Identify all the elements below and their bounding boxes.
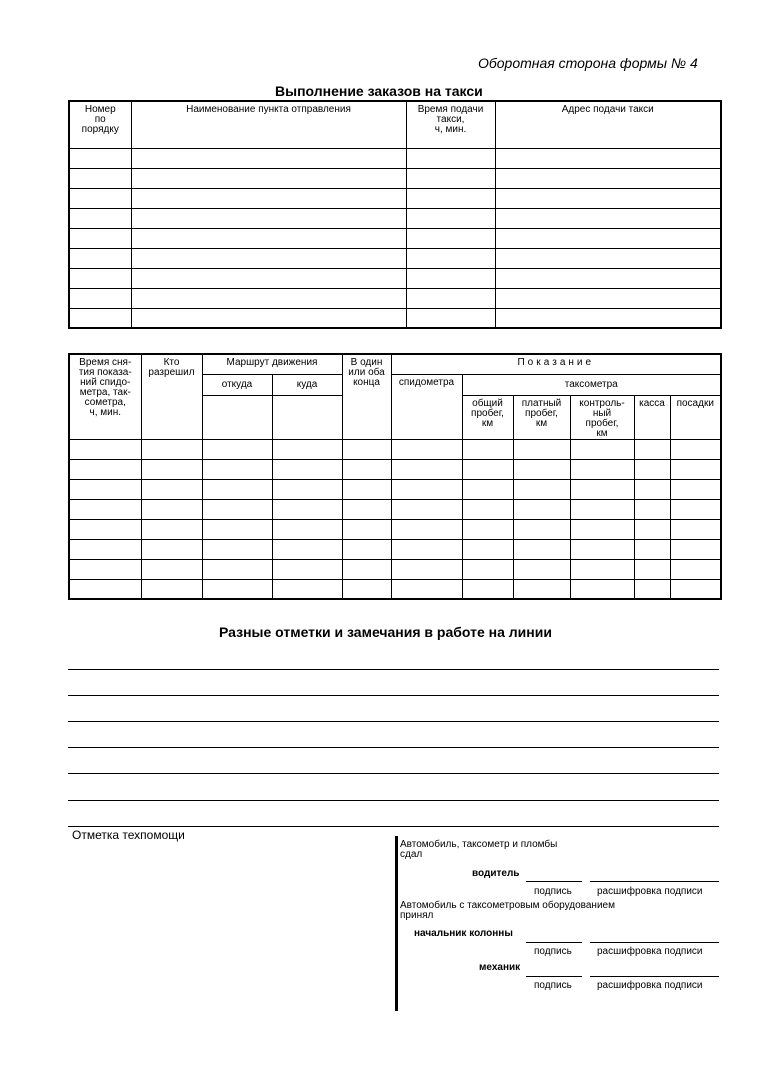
header-one-or-both: В один или оба конца <box>342 354 391 439</box>
blank-cell[interactable] <box>131 188 406 208</box>
blank-cell[interactable] <box>391 499 462 519</box>
blank-cell[interactable] <box>634 539 670 559</box>
divider-bar <box>395 836 398 1011</box>
blank-cell[interactable] <box>634 499 670 519</box>
chief-decode-line[interactable] <box>590 942 719 943</box>
table-row <box>69 559 721 579</box>
blank-cell[interactable] <box>272 459 342 479</box>
blank-cell[interactable] <box>670 559 721 579</box>
blank-cell[interactable] <box>69 248 131 268</box>
blank-cell[interactable] <box>570 579 634 599</box>
header-to: куда <box>272 374 342 395</box>
blank-cell[interactable] <box>634 479 670 499</box>
cell-to-blank <box>272 395 342 439</box>
header-departure-point: Наименование пункта отправления <box>131 101 406 148</box>
blank-cell[interactable] <box>495 208 721 228</box>
header-boardings: посадки <box>670 395 721 439</box>
blank-cell[interactable] <box>342 459 391 479</box>
blank-cell[interactable] <box>141 539 202 559</box>
blank-cell[interactable] <box>670 499 721 519</box>
blank-cell[interactable] <box>69 539 141 559</box>
blank-cell[interactable] <box>141 479 202 499</box>
blank-cell[interactable] <box>131 208 406 228</box>
signature-caption: подпись <box>534 946 572 957</box>
blank-cell[interactable] <box>570 439 634 459</box>
blank-cell[interactable] <box>570 479 634 499</box>
blank-cell[interactable] <box>634 579 670 599</box>
meter-readings-table <box>68 353 722 600</box>
blank-cell[interactable] <box>513 459 570 479</box>
blank-cell[interactable] <box>513 539 570 559</box>
blank-cell[interactable] <box>141 459 202 479</box>
blank-cell[interactable] <box>462 539 513 559</box>
remarks-line[interactable] <box>68 773 719 774</box>
blank-cell[interactable] <box>141 519 202 539</box>
remarks-line[interactable] <box>68 695 719 696</box>
blank-cell[interactable] <box>462 579 513 599</box>
blank-cell[interactable] <box>272 539 342 559</box>
blank-cell[interactable] <box>272 579 342 599</box>
table-row <box>69 268 721 288</box>
table-row <box>69 459 721 479</box>
blank-cell[interactable] <box>131 248 406 268</box>
driver-signature-line[interactable] <box>526 881 582 882</box>
blank-cell[interactable] <box>69 168 131 188</box>
received-label: Автомобиль с таксометровым оборудованием принял <box>400 900 615 921</box>
blank-cell[interactable] <box>69 228 131 248</box>
blank-cell[interactable] <box>462 479 513 499</box>
blank-cell[interactable] <box>202 519 272 539</box>
table-row <box>69 168 721 188</box>
blank-cell[interactable] <box>462 559 513 579</box>
remarks-title: Разные отметки и замечания в работе на линии <box>219 624 552 640</box>
blank-cell[interactable] <box>462 519 513 539</box>
blank-cell[interactable] <box>570 559 634 579</box>
blank-cell[interactable] <box>495 188 721 208</box>
header-cash: касса <box>634 395 670 439</box>
table-row <box>69 479 721 499</box>
remarks-line[interactable] <box>68 826 719 827</box>
handed-over-label: Автомобиль, таксометр и пломбы сдал <box>400 839 558 860</box>
blank-cell[interactable] <box>495 168 721 188</box>
table-row <box>69 579 721 599</box>
blank-cell[interactable] <box>131 148 406 168</box>
section1-title: Выполнение заказов на такси <box>275 83 483 99</box>
table-row <box>69 499 721 519</box>
blank-cell[interactable] <box>202 499 272 519</box>
blank-cell[interactable] <box>406 268 495 288</box>
blank-cell[interactable] <box>69 188 131 208</box>
driver-label: водитель <box>472 868 520 879</box>
blank-cell[interactable] <box>202 479 272 499</box>
table-row <box>69 308 721 328</box>
blank-cell[interactable] <box>69 439 141 459</box>
blank-cell[interactable] <box>342 479 391 499</box>
header-paid-mileage: платный пробег, км <box>513 395 570 439</box>
blank-cell[interactable] <box>406 168 495 188</box>
blank-cell[interactable] <box>495 288 721 308</box>
blank-cell[interactable] <box>670 579 721 599</box>
blank-cell[interactable] <box>495 228 721 248</box>
mechanic-signature-line[interactable] <box>526 976 582 977</box>
mechanic-decode-line[interactable] <box>590 976 719 977</box>
blank-cell[interactable] <box>342 519 391 539</box>
blank-cell[interactable] <box>141 439 202 459</box>
blank-cell[interactable] <box>634 519 670 539</box>
blank-cell[interactable] <box>131 228 406 248</box>
blank-cell[interactable] <box>406 288 495 308</box>
blank-cell[interactable] <box>670 519 721 539</box>
blank-cell[interactable] <box>342 499 391 519</box>
table-row <box>69 439 721 459</box>
table-row <box>69 188 721 208</box>
chief-signature-line[interactable] <box>526 942 582 943</box>
signature-decode-caption: расшифровка подписи <box>597 980 703 991</box>
driver-decode-line[interactable] <box>590 881 719 882</box>
header-control-mileage: контроль- ный пробег, км <box>570 395 634 439</box>
blank-cell[interactable] <box>570 519 634 539</box>
blank-cell[interactable] <box>495 268 721 288</box>
blank-cell[interactable] <box>513 559 570 579</box>
table-row <box>69 539 721 559</box>
blank-cell[interactable] <box>670 479 721 499</box>
blank-cell[interactable] <box>513 579 570 599</box>
blank-cell[interactable] <box>342 439 391 459</box>
blank-cell[interactable] <box>202 579 272 599</box>
blank-cell[interactable] <box>634 439 670 459</box>
remarks-line[interactable] <box>68 747 719 748</box>
blank-cell[interactable] <box>406 228 495 248</box>
blank-cell[interactable] <box>391 439 462 459</box>
blank-cell[interactable] <box>131 268 406 288</box>
blank-cell[interactable] <box>131 288 406 308</box>
blank-cell[interactable] <box>513 479 570 499</box>
blank-cell[interactable] <box>495 248 721 268</box>
blank-cell[interactable] <box>634 459 670 479</box>
blank-cell[interactable] <box>495 148 721 168</box>
blank-cell[interactable] <box>272 499 342 519</box>
blank-cell[interactable] <box>272 559 342 579</box>
cell-from-blank <box>202 395 272 439</box>
header-speedometer: спидометра <box>391 374 462 439</box>
blank-cell[interactable] <box>513 519 570 539</box>
form-header: Оборотная сторона формы № 4 <box>478 55 698 71</box>
blank-cell[interactable] <box>513 499 570 519</box>
blank-cell[interactable] <box>670 439 721 459</box>
header-number: Номер по порядку <box>69 101 131 148</box>
blank-cell[interactable] <box>391 559 462 579</box>
blank-cell[interactable] <box>69 148 131 168</box>
taxi-orders-table <box>68 100 722 329</box>
column-chief-label: начальник колонны <box>414 928 513 939</box>
signature-decode-caption: расшифровка подписи <box>597 886 703 897</box>
blank-cell[interactable] <box>69 308 131 328</box>
blank-cell[interactable] <box>141 499 202 519</box>
blank-cell[interactable] <box>69 288 131 308</box>
header-time-reading: Время сня- тия показа- ний спидо- метра, так- сометра, ч, мин. <box>69 354 141 439</box>
blank-cell[interactable] <box>670 539 721 559</box>
blank-cell[interactable] <box>570 539 634 559</box>
blank-cell[interactable] <box>69 459 141 479</box>
blank-cell[interactable] <box>342 579 391 599</box>
blank-cell[interactable] <box>462 499 513 519</box>
blank-cell[interactable] <box>272 479 342 499</box>
blank-cell[interactable] <box>202 459 272 479</box>
header-who-allowed: Кто разрешил <box>141 354 202 439</box>
table-row <box>69 228 721 248</box>
blank-cell[interactable] <box>406 208 495 228</box>
blank-cell[interactable] <box>513 439 570 459</box>
blank-cell[interactable] <box>69 479 141 499</box>
blank-cell[interactable] <box>406 308 495 328</box>
blank-cell[interactable] <box>406 148 495 168</box>
table-row <box>69 148 721 168</box>
blank-cell[interactable] <box>462 439 513 459</box>
header-time: Время подачи такси, ч, мин. <box>406 101 495 148</box>
blank-cell[interactable] <box>69 559 141 579</box>
header-route: Маршрут движения <box>202 354 342 374</box>
blank-cell[interactable] <box>391 519 462 539</box>
blank-cell[interactable] <box>462 459 513 479</box>
blank-cell[interactable] <box>406 188 495 208</box>
header-from: откуда <box>202 374 272 395</box>
table-row <box>69 288 721 308</box>
mechanic-label: механик <box>479 962 521 973</box>
blank-cell[interactable] <box>391 459 462 479</box>
blank-cell[interactable] <box>131 168 406 188</box>
tech-assist-label: Отметка техпомощи <box>72 828 185 842</box>
remarks-line[interactable] <box>68 800 719 801</box>
blank-cell[interactable] <box>202 559 272 579</box>
blank-cell[interactable] <box>570 459 634 479</box>
blank-cell[interactable] <box>406 248 495 268</box>
remarks-line[interactable] <box>68 721 719 722</box>
table-row <box>69 248 721 268</box>
header-total-mileage: общий пробег, км <box>462 395 513 439</box>
blank-cell[interactable] <box>272 439 342 459</box>
blank-cell[interactable] <box>570 499 634 519</box>
table-row <box>69 208 721 228</box>
blank-cell[interactable] <box>69 519 141 539</box>
remarks-line[interactable] <box>68 669 719 670</box>
blank-cell[interactable] <box>69 499 141 519</box>
header-address: Адрес подачи такси <box>495 101 721 148</box>
table-row <box>69 519 721 539</box>
blank-cell[interactable] <box>391 539 462 559</box>
blank-cell[interactable] <box>69 268 131 288</box>
blank-cell[interactable] <box>495 308 721 328</box>
blank-cell[interactable] <box>69 208 131 228</box>
blank-cell[interactable] <box>342 539 391 559</box>
blank-cell[interactable] <box>391 479 462 499</box>
blank-cell[interactable] <box>670 459 721 479</box>
signature-caption: подпись <box>534 886 572 897</box>
blank-cell[interactable] <box>131 308 406 328</box>
blank-cell[interactable] <box>202 439 272 459</box>
blank-cell[interactable] <box>272 519 342 539</box>
blank-cell[interactable] <box>202 539 272 559</box>
blank-cell[interactable] <box>69 579 141 599</box>
blank-cell[interactable] <box>141 559 202 579</box>
header-taximeter: таксометра <box>462 374 721 395</box>
signature-decode-caption: расшифровка подписи <box>597 946 703 957</box>
blank-cell[interactable] <box>634 559 670 579</box>
blank-cell[interactable] <box>342 559 391 579</box>
header-readings: Показание <box>391 354 721 374</box>
blank-cell[interactable] <box>391 579 462 599</box>
blank-cell[interactable] <box>141 579 202 599</box>
signature-caption: подпись <box>534 980 572 991</box>
